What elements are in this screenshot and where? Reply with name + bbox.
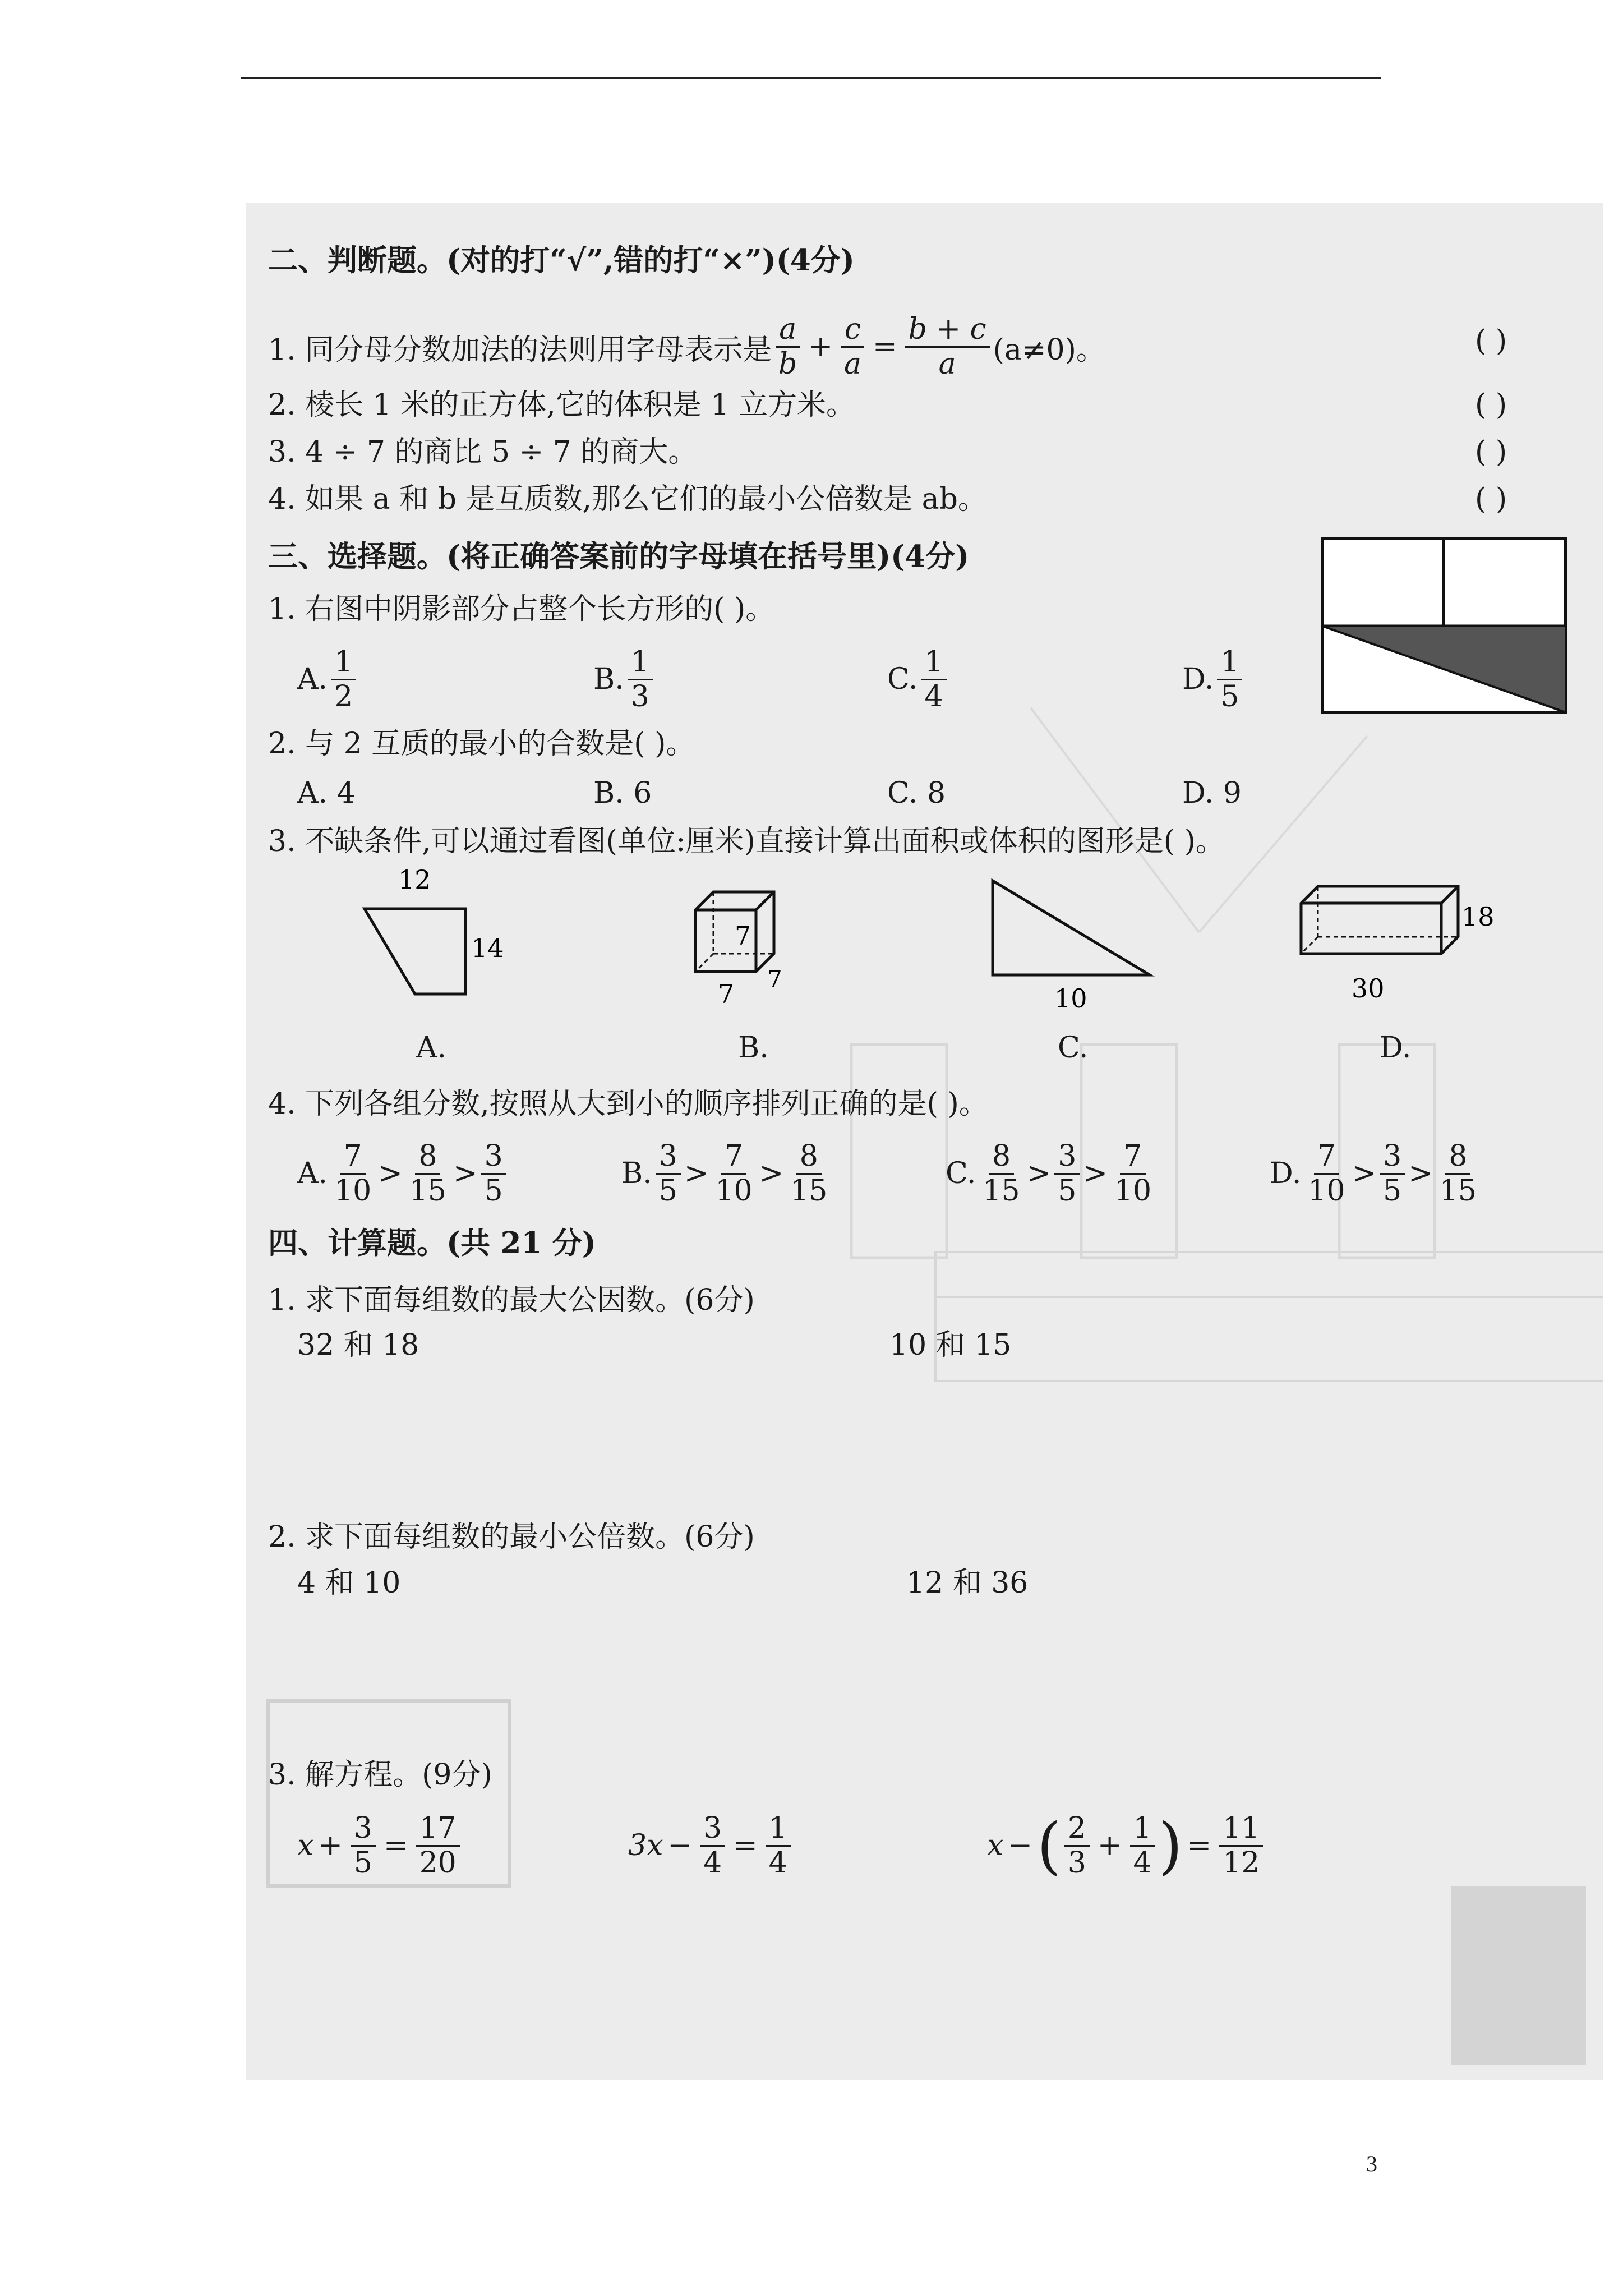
section3-q3: 3. 不缺条件,可以通过看图(单位:厘米)直接计算出面积或体积的图形是( )。 (268, 825, 1225, 858)
figure-c-letter[interactable]: C. (1058, 1031, 1089, 1065)
figure-b-width-label: 7 (718, 979, 735, 1009)
s3q4-option-d[interactable]: D. $\frac{7}{10}$ > $\frac{3}{5}$ > $\frac{8}{15}$ (1270, 1139, 1477, 1208)
figure-d-side-label: 18 (1461, 901, 1495, 932)
s3q2-option-d[interactable]: D. 9 (1182, 776, 1242, 810)
figure-a-letter[interactable]: A. (416, 1031, 447, 1065)
section2-q1-text: 1. 同分母分数加法的法则用字母表示是 (268, 333, 772, 367)
equation-2: 3x − $\frac{3}{4}$ = $\frac{1}{4}$ (628, 1806, 794, 1885)
shaded-rectangle-figure (1320, 536, 1568, 715)
figure-a-top-label: 12 (398, 864, 431, 895)
s3q2-option-b[interactable]: B. 6 (593, 776, 652, 810)
figure-b-height-label: 7 (735, 921, 751, 951)
s3q2-option-a[interactable]: A. 4 (297, 776, 356, 810)
answer-paren-2-1[interactable]: ( ) (1475, 324, 1507, 358)
s3q4-option-b[interactable]: B. $\frac{3}{5}$ > $\frac{7}{10}$ > $\frac{8}{15}$ (621, 1139, 828, 1208)
section3-q4: 4. 下列各组分数,按照从大到小的顺序排列正确的是( )。 (268, 1087, 988, 1121)
section3-q2: 2. 与 2 互质的最小的合数是( )。 (268, 727, 695, 761)
equation-3: x − ( $\frac{2}{3}$ + $\frac{1}{4}$ ) = $\frac{11}{12}$ (987, 1806, 1266, 1885)
s3q1-option-d[interactable]: D. $\frac{1}{5}$ (1182, 643, 1246, 716)
figure-b-depth-label: 7 (767, 965, 782, 993)
figure-c-base-label: 10 (1054, 983, 1087, 1010)
page-number: 3 (1366, 2151, 1377, 2177)
figure-a-trapezoid (336, 864, 516, 999)
s3q4-option-a[interactable]: A. $\frac{7}{10}$ > $\frac{8}{15}$ > $\frac{3}{5}$ (297, 1134, 510, 1213)
section2-q4: 4. 如果 a 和 b 是互质数,那么它们的最小公倍数是 ab。 (268, 482, 987, 516)
answer-paren-2-2[interactable]: ( ) (1475, 388, 1507, 422)
section2-q1 (268, 307, 1105, 386)
section4-q2: 2. 求下面每组数的最小公倍数。(6分) (268, 1520, 755, 1554)
section4-q1-pair-b: 10 和 15 (889, 1328, 1012, 1362)
fraction-bc-over-a: $\frac{b + c}{a}$ (905, 314, 990, 379)
equation-1: x + $\frac{3}{5}$ = $\frac{17}{20}$ (297, 1806, 463, 1885)
section4-q2-pair-b: 12 和 36 (906, 1566, 1029, 1600)
figure-b-cube (679, 875, 813, 1010)
fraction-a-over-b: $\frac{a}{b}$ (775, 314, 800, 379)
s3q4-option-c[interactable]: C. $\frac{8}{15}$ > $\frac{3}{5}$ > $\frac{7}{10}$ (946, 1139, 1152, 1208)
figure-d-letter[interactable]: D. (1380, 1031, 1412, 1065)
plus-sign: + (808, 330, 833, 364)
s3q1-option-a[interactable]: A. $\frac{1}{2}$ (297, 643, 359, 716)
equals-sign: = (873, 330, 897, 364)
section3-title: 三、选择题。(将正确答案前的字母填在括号里)(4分) (268, 539, 970, 574)
figure-c-triangle (987, 875, 1172, 1010)
section4-q1-pair-a: 32 和 18 (297, 1328, 419, 1362)
section4-q2-pair-a: 4 和 10 (297, 1566, 401, 1600)
figure-a-side-label: 14 (471, 933, 504, 963)
s3q1-option-b[interactable]: B. $\frac{1}{3}$ (593, 643, 656, 716)
figure-b-letter[interactable]: B. (738, 1031, 769, 1065)
section4-title: 四、计算题。(共 21 分) (268, 1226, 596, 1260)
section2-title: 二、判断题。(对的打“√”,错的打“×”)(4分) (268, 243, 855, 278)
section4-q1: 1. 求下面每组数的最大公因数。(6分) (268, 1283, 755, 1317)
section4-q3: 3. 解方程。(9分) (268, 1758, 492, 1792)
section2-q2: 2. 棱长 1 米的正方体,它的体积是 1 立方米。 (268, 388, 855, 422)
s3q1-option-c[interactable]: C. $\frac{1}{4}$ (887, 643, 950, 716)
answer-paren-2-4[interactable]: ( ) (1475, 482, 1507, 516)
section2-q1-condition: (a≠0)。 (993, 333, 1105, 367)
s3q2-option-c[interactable]: C. 8 (887, 776, 946, 810)
section3-q1: 1. 右图中阴影部分占整个长方形的( )。 (268, 592, 775, 626)
section2-q3: 3. 4 ÷ 7 的商比 5 ÷ 7 的商大。 (268, 435, 698, 469)
figure-d-cuboid (1290, 881, 1514, 1010)
fraction-c-over-a: $\frac{c}{a}$ (841, 314, 865, 379)
header-rule (241, 77, 1381, 79)
figure-d-base-label: 30 (1352, 973, 1385, 1004)
answer-paren-2-3[interactable]: ( ) (1475, 435, 1507, 469)
